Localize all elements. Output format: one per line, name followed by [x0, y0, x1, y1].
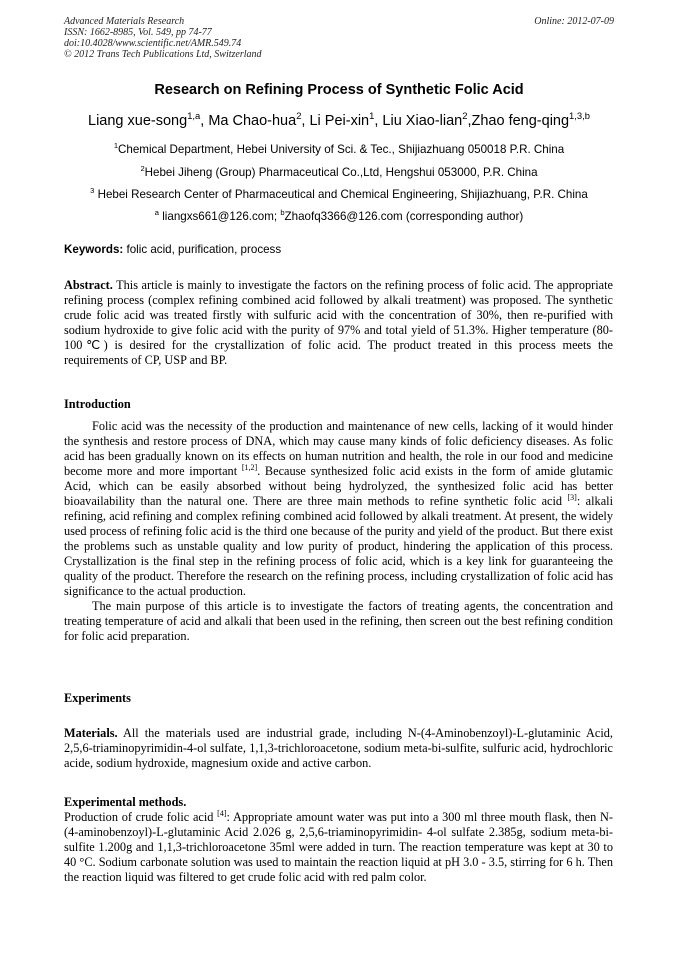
affiliation-3	[0, 188, 678, 201]
author-sup: 1,3,b	[569, 110, 590, 122]
affiliation-text: Hebei Research Center of Pharmaceutical and Chemical Engineering, Shijiazhuang, P.R. China	[94, 188, 588, 201]
intro-text: . Because synthesized folic acid exists in the form of amide glutamic Acid, which can be easily absorbed without being hydrolyzed, the synthesized folic acid has better bioavailability than the natural one. There are three main methods to refine synthetic folic acid	[64, 464, 614, 508]
affiliation-1	[0, 143, 678, 156]
methods-text: : Appropriate amount water was put into a 300 ml three mouth flask, then N-(4-aminobenzoyl)-L-glutaminic Acid 2.026 g, 2,5,6-triaminopyrimidin- 4-ol sulfate 2.385g, sodium meta-bi-sulfite 1.200g and 1,1,3-trichloroacetone 35ml were added in turn. The reaction temperature was kept at 30 to 40 °C. Sodium carbonate solution was used to maintain the reaction liquid at pH 3.0 - 3.5, stirring for 6 h. Then the reaction liquid was filtered to get crude folic acid with red palm color.	[64, 810, 613, 884]
email-sup-b: b	[280, 208, 285, 218]
abstract-label: Abstract.	[64, 278, 113, 292]
author-name: Liu Xiao-lian	[382, 113, 463, 129]
abstract-text: This article is mainly to investigate the factors on the refining process of folic acid. The appropriate refining process (complex refining combined acid followed by alkali treatment) was proposed. The synthetic crude folic acid was treated firstly with sulfuric acid with the concentration of 30%, then re-purified with sodium hydroxide to give folic acid with the purity of 97% and total yield of 51.3%. Higher temperature (80-100℃) is desired for the crystallization of folic acid. The product treated in this process meets the requirements of CP, USP and BP.	[64, 278, 613, 367]
materials-label: Materials.	[64, 726, 118, 740]
keywords-label: Keywords:	[64, 243, 124, 256]
citation-ref[interactable]: [3]	[567, 492, 577, 502]
author-name: Zhao feng-qing	[471, 113, 570, 129]
keywords-line	[64, 243, 281, 256]
introduction-body	[64, 419, 613, 644]
email-a[interactable]: liangxs661@126.com;	[159, 210, 281, 223]
affiliation-text: Chemical Department, Hebei University of Sci. & Tec., Shijiazhuang 050018 P.R. China	[118, 143, 565, 156]
online-date: Online: 2012-07-09	[534, 16, 614, 27]
email-line	[0, 210, 678, 223]
paper-title: Research on Refining Process of Synthetic Folic Acid	[154, 82, 524, 98]
journal-name: Advanced Materials Research	[64, 16, 185, 27]
materials-text: All the materials used are industrial grade, including N-(4-Aminobenzoyl)-L-glutaminic Acid, 2,5,6-triaminopyrimidin-4-ol sulfate, 1,1,3-trichloroacetone, sodium meta-bi-sulfite, sulfuric acid, hydrochloric acide, sodium hydroxide, magnesium oxide and active carbon.	[64, 726, 613, 770]
author-sup: 1,a	[187, 110, 201, 122]
keywords-text: folic acid, purification, process	[123, 243, 282, 256]
author-sup: 1	[369, 110, 375, 122]
intro-paragraph-1	[64, 419, 613, 599]
affiliation-2	[0, 166, 678, 179]
citation-ref[interactable]: [1,2]	[241, 462, 258, 472]
author-sup: 2	[296, 110, 302, 122]
methods-paragraph	[64, 810, 613, 885]
intro-text: Folic acid was the necessity of the production and maintenance of new cells, lacking of it would hinder the synthesis and restore process of DNA, which may cause many kinds of folic deficiency diseases. As folic acid has been gradually known on its effects on human nutrition and health, the role in our food and medicine become more and more important	[64, 419, 613, 478]
journal-header	[64, 16, 614, 60]
email-sup-a: a	[154, 208, 159, 218]
email-b[interactable]: Zhaofq3366@126.com (corresponding author)	[284, 210, 524, 223]
introduction-heading: Introduction	[64, 397, 131, 411]
intro-paragraph-2: The main purpose of this article is to investigate the factors of treating agents, the concentration and treating temperature of acid and alkali that been used in the refining, then screen out the best refining condition for folic acid preparation.	[64, 599, 613, 643]
author-sup: 2	[462, 110, 468, 122]
intro-text: : alkali refining, acid refining and complex refining combined acid followed by alkali treatment. At present, the widely used process of refining folic acid is the third one because of the purity and yield of the product. But there exist the problems such as unstable quality and low purity of product, hindering the application of this process. Crystallization is the final step in the refining process of folic acid, which is a key link for guaranteeing the quality of the product. Therefore the research on the refining process, including crystallization of folic acid has significance to the actual production.	[64, 494, 613, 598]
materials-paragraph	[64, 726, 613, 771]
affiliation-text: Hebei Jiheng (Group) Pharmaceutical Co.,Ltd, Hengshui 053000, P.R. China	[144, 166, 538, 179]
citation-ref[interactable]: [4]	[217, 808, 227, 818]
doi-line[interactable]: doi:10.4028/www.scientific.net/AMR.549.74	[64, 38, 242, 49]
methods-heading: Experimental methods.	[64, 795, 187, 809]
issn-line: ISSN: 1662-8985, Vol. 549, pp 74-77	[64, 27, 212, 38]
author-name: Li Pei-xin	[309, 113, 370, 129]
author-name: Ma Chao-hua	[208, 113, 297, 129]
methods-text: Production of crude folic acid	[64, 810, 218, 824]
copyright-line: © 2012 Trans Tech Publications Ltd, Switzerland	[64, 49, 262, 60]
affiliation-sup: 1	[113, 141, 119, 151]
author-name: Liang xue-song	[88, 113, 188, 129]
abstract-paragraph	[64, 278, 613, 368]
author-list: Liang xue-song$^{1,a}$, Ma Chao-hua$^2$, Li Pei-xin$^1$, Liu Xiao-lian$^2$,Zhao feng-qing$^{1,3,b}$	[88, 110, 590, 129]
affiliation-sup: 3	[90, 186, 95, 196]
affiliation-sup: 2	[140, 164, 145, 174]
experiments-heading: Experiments	[64, 691, 131, 705]
